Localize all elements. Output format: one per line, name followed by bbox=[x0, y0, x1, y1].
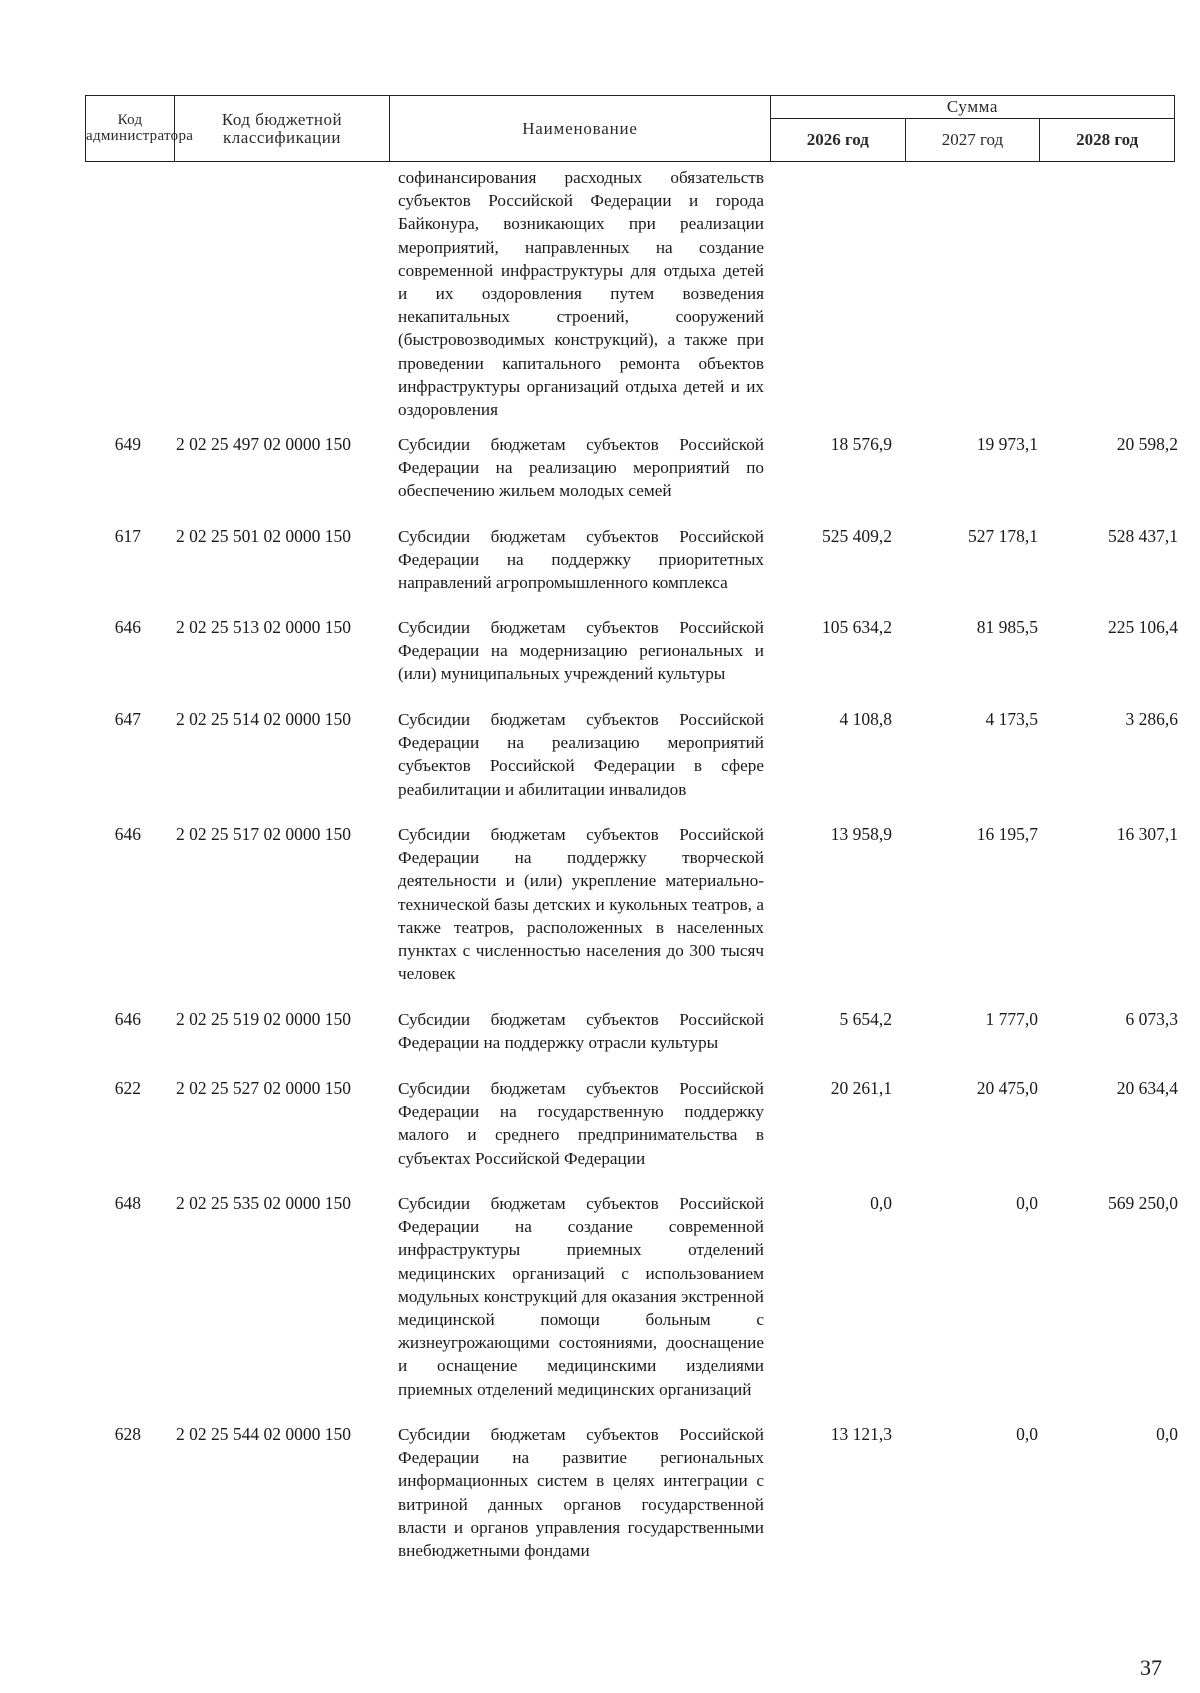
header-year-2028: 2028 год bbox=[1040, 119, 1175, 162]
amount-2027: 81 985,5 bbox=[976, 617, 1038, 637]
budget-code: 2 02 25 517 02 0000 150 bbox=[176, 824, 351, 844]
admin-code: 646 bbox=[114, 824, 141, 844]
admin-code: 648 bbox=[114, 1193, 141, 1213]
amount-2026: 13 121,3 bbox=[830, 1424, 892, 1444]
row-name: Субсидии бюджетам субъектов Российской Федерации на модернизацию региональных и (или) муниципальных учреждений культуры bbox=[398, 618, 764, 684]
budget-code: 2 02 25 514 02 0000 150 bbox=[176, 709, 351, 729]
amount-2026: 4 108,8 bbox=[839, 709, 892, 729]
amount-2026: 20 261,1 bbox=[830, 1078, 892, 1098]
amount-2028: 0,0 bbox=[1156, 1424, 1178, 1444]
budget-code: 2 02 25 544 02 0000 150 bbox=[176, 1424, 351, 1444]
amount-2027: 0,0 bbox=[1016, 1193, 1038, 1213]
amount-2028: 6 073,3 bbox=[1125, 1009, 1178, 1029]
row-name: Субсидии бюджетам субъектов Российской Федерации на поддержку творческой деятельности и (или) укрепление материально-технической базы детских и кукольных театров, а также театров, расположенных в населенных пунктах с численностью населения до 300 тысяч человек bbox=[398, 825, 764, 984]
amount-2028: 569 250,0 bbox=[1108, 1193, 1178, 1213]
amount-2027: 16 195,7 bbox=[976, 824, 1038, 844]
amount-2028: 528 437,1 bbox=[1108, 526, 1178, 546]
admin-code: 647 bbox=[114, 709, 141, 729]
budget-code: 2 02 25 535 02 0000 150 bbox=[176, 1193, 351, 1213]
admin-code: 617 bbox=[114, 526, 141, 546]
table-header bbox=[85, 95, 1175, 162]
row-name: Субсидии бюджетам субъектов Российской Федерации на реализацию мероприятий субъектов Российской Федерации в сфере реабилитации и абилитации инвалидов bbox=[398, 710, 764, 799]
continuation-text: софинансирования расходных обязательств субъектов Российской Федерации и города Байконура, возникающих при реализации мероприятий, направленных на создание современной инфраструктуры для отдыха детей и их оздоровления путем возведения некапитальных строений, сооружений (быстровозводимых конструкций), а также при проведении капитального ремонта объектов инфраструктуры организаций отдыха детей и их оздоровления bbox=[398, 168, 764, 420]
budget-code: 2 02 25 519 02 0000 150 bbox=[176, 1009, 351, 1029]
amount-2026: 13 958,9 bbox=[830, 824, 892, 844]
page-number: 37 bbox=[1140, 1655, 1162, 1680]
amount-2028: 20 598,2 bbox=[1116, 434, 1178, 454]
row-name: Субсидии бюджетам субъектов Российской Федерации на поддержку приоритетных направлений агропромышленного комплекса bbox=[398, 527, 764, 593]
header-admin-code: Код администратора bbox=[86, 96, 175, 162]
header-sum: Сумма bbox=[771, 96, 1175, 119]
admin-code: 628 bbox=[114, 1424, 141, 1444]
budget-code: 2 02 25 527 02 0000 150 bbox=[176, 1078, 351, 1098]
amount-2028: 16 307,1 bbox=[1116, 824, 1178, 844]
amount-2027: 527 178,1 bbox=[968, 526, 1038, 546]
amount-2027: 20 475,0 bbox=[976, 1078, 1038, 1098]
budget-code: 2 02 25 513 02 0000 150 bbox=[176, 617, 351, 637]
amount-2026: 18 576,9 bbox=[830, 434, 892, 454]
admin-code: 622 bbox=[114, 1078, 141, 1098]
admin-code: 649 bbox=[114, 434, 141, 454]
amount-2027: 1 777,0 bbox=[985, 1009, 1038, 1029]
amount-2026: 525 409,2 bbox=[822, 526, 892, 546]
amount-2026: 5 654,2 bbox=[839, 1009, 892, 1029]
amount-2028: 3 286,6 bbox=[1125, 709, 1178, 729]
header-budget-classification-code: Код бюджетной классификации bbox=[175, 96, 390, 162]
budget-code: 2 02 25 497 02 0000 150 bbox=[176, 434, 351, 454]
row-name: Субсидии бюджетам субъектов Российской Федерации на создание современной инфраструктуры приемных отделений медицинских организаций с использованием модульных конструкций для оказания экстренной медицинской помощи больным с жизнеугрожающими состояниями, дооснащение и оснащение медицинскими изделиями приемных отделений медицинских организаций bbox=[398, 1194, 764, 1399]
row-name: Субсидии бюджетам субъектов Российской Федерации на реализацию мероприятий по обеспечению жильем молодых семей bbox=[398, 435, 764, 501]
amount-2028: 225 106,4 bbox=[1108, 617, 1178, 637]
admin-code: 646 bbox=[114, 1009, 141, 1029]
amount-2026: 0,0 bbox=[870, 1193, 892, 1213]
budget-code: 2 02 25 501 02 0000 150 bbox=[176, 526, 351, 546]
amount-2028: 20 634,4 bbox=[1116, 1078, 1178, 1098]
row-name: Субсидии бюджетам субъектов Российской Федерации на государственную поддержку малого и среднего предпринимательства в субъектах Российской Федерации bbox=[398, 1079, 764, 1168]
amount-2026: 105 634,2 bbox=[822, 617, 892, 637]
amount-2027: 19 973,1 bbox=[976, 434, 1038, 454]
amount-2027: 0,0 bbox=[1016, 1424, 1038, 1444]
header-year-2026: 2026 год bbox=[771, 119, 906, 162]
header-year-2027: 2027 год bbox=[905, 119, 1040, 162]
amount-2027: 4 173,5 bbox=[985, 709, 1038, 729]
header-name: Наименование bbox=[390, 96, 771, 162]
row-name: Субсидии бюджетам субъектов Российской Федерации на поддержку отрасли культуры bbox=[398, 1010, 764, 1053]
row-name: Субсидии бюджетам субъектов Российской Федерации на развитие региональных информационных систем в целях интеграции с витриной данных органов государственной власти и органов управления государственными внебюджетными фондами bbox=[398, 1425, 764, 1561]
admin-code: 646 bbox=[114, 617, 141, 637]
